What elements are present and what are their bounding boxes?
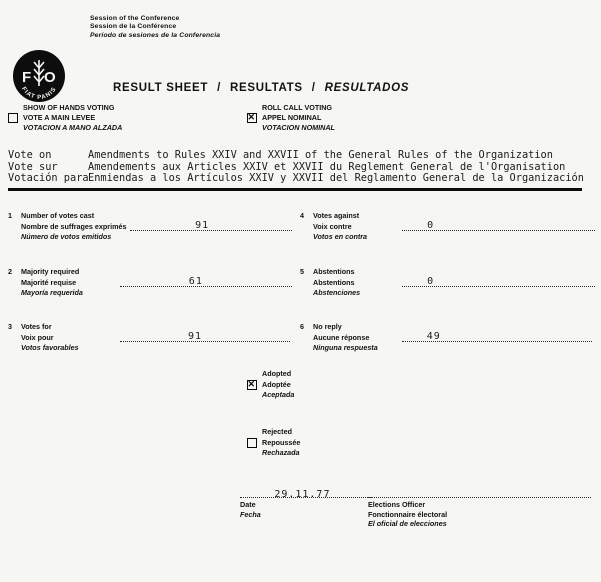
item-label-es: Votos favorables — [21, 343, 79, 352]
item-label-en: Votes for — [21, 322, 52, 331]
elections-officer-block — [368, 485, 591, 529]
officer-label-fr: Fonctionnaire électoral — [368, 509, 448, 519]
fill-in-line — [120, 332, 290, 342]
logo-letter-o: O — [44, 69, 56, 86]
title-fr: RESULTATS — [230, 82, 303, 94]
votacion-text: Enmiendas a los Artículos XXIV y XXVII del Reglamento General de la Organización — [88, 172, 584, 185]
item-label-fr: Aucune réponse — [313, 333, 370, 342]
item-label-es: Ninguna respuesta — [313, 343, 378, 352]
rejected-checkbox — [247, 438, 257, 448]
item-label-es: Votos en contra — [313, 232, 368, 241]
field-votes-for — [8, 322, 290, 353]
item-label-fr: Abstentions — [313, 278, 355, 287]
fill-in-line — [120, 277, 292, 287]
item-label-es: Número de votos emitidos — [21, 232, 112, 241]
item-label-fr: Nombre de suffrages exprimés — [21, 222, 127, 231]
item-label-en: Majority required — [21, 267, 80, 276]
show-of-hands-checkbox — [8, 113, 18, 123]
result-rejected-block — [247, 427, 300, 459]
item-value: 61 — [188, 276, 203, 287]
adopted-label-en: Adopted — [262, 369, 292, 378]
rejected-label-fr: Repoussée — [262, 437, 301, 447]
adopted-checkbox — [247, 380, 257, 390]
horizontal-rule — [8, 188, 582, 191]
item-value: 49 — [426, 331, 441, 342]
item-label-en: Votes against — [313, 211, 360, 220]
item-value: 0 — [427, 276, 435, 287]
date-fill-in-line — [240, 485, 372, 498]
item-label-es: Mayoría requerida — [21, 288, 83, 297]
date-value: 29.11.77 — [274, 488, 331, 500]
session-line-fr: Session de la Conférence — [90, 23, 177, 31]
item-label-fr: Majorité requise — [21, 278, 77, 287]
officer-label-es: El oficial de elecciones — [368, 519, 447, 528]
fill-in-line — [402, 221, 595, 231]
title-es: RESULTADOS — [324, 82, 410, 94]
fao-logo — [11, 48, 67, 104]
vote-sur-label: Vote sur — [8, 160, 58, 173]
vote-on-text: Amendments to Rules XXIV and XXVII of the General Rules of the Organization — [88, 149, 553, 161]
field-abstentions — [300, 267, 595, 298]
item-number: 3 — [8, 322, 12, 331]
fill-in-line — [130, 221, 292, 231]
session-line-es: Período de sesiones de la Conferencia — [90, 31, 221, 39]
fill-in-line — [402, 277, 595, 287]
vote-subject-block — [8, 150, 584, 185]
item-number: 2 — [8, 267, 12, 276]
show-of-hands-label-fr: VOTE A MAIN LEVEE — [23, 113, 96, 122]
item-value: 91 — [195, 220, 210, 231]
item-number: 5 — [300, 267, 304, 276]
item-label-fr: Voix contre — [313, 222, 352, 231]
adopted-label-es: Aceptada — [262, 390, 295, 399]
logo-letter-f: F — [22, 69, 32, 86]
date-block — [240, 485, 372, 519]
vote-sur-text: Amendements aux Articles XXIV et XXVII du Reglement General de l'Organisation — [88, 160, 566, 173]
item-label-fr: Voix pour — [21, 333, 54, 342]
roll-call-block — [247, 103, 335, 133]
show-of-hands-label-es: VOTACION A MANO ALZADA — [23, 123, 123, 132]
adopted-label-fr: Adoptée — [262, 379, 291, 389]
item-label-en: No reply — [313, 322, 342, 331]
logo-motto: FIAT PANIS — [20, 86, 58, 102]
field-votes-against — [300, 211, 595, 242]
roll-call-checkbox — [247, 113, 257, 123]
item-number: 1 — [8, 211, 12, 220]
item-label-en: Abstentions — [313, 267, 355, 276]
item-label-en: Number of votes cast — [21, 211, 95, 220]
rejected-label-en: Rejected — [262, 427, 292, 436]
title-separator: / — [217, 82, 221, 94]
rejected-label-es: Rechazada — [262, 448, 300, 457]
roll-call-label-fr: APPEL NOMINAL — [262, 113, 322, 122]
show-of-hands-label-en: SHOW OF HANDS VOTING — [23, 103, 115, 112]
fill-in-line — [402, 332, 592, 342]
officer-signature-line — [368, 485, 591, 498]
session-line-en: Session of the Conference — [90, 15, 180, 22]
date-label-en: Date — [240, 500, 256, 509]
roll-call-label-es: VOTACION NOMINAL — [262, 123, 335, 132]
vote-on-label: Vote on — [8, 149, 52, 161]
result-adopted-block — [247, 369, 294, 401]
field-no-reply — [300, 322, 592, 353]
item-number: 6 — [300, 322, 304, 331]
item-label-es: Abstenciones — [313, 288, 361, 297]
fao-logo-icon — [11, 48, 67, 104]
votacion-label: Votación para — [8, 172, 89, 185]
officer-label-en: Elections Officer — [368, 500, 426, 509]
title-separator: / — [311, 82, 316, 94]
item-number: 4 — [300, 211, 304, 220]
title-en: RESULT SHEET — [113, 82, 209, 94]
session-header — [90, 15, 220, 40]
roll-call-label-en: ROLL CALL VOTING — [262, 103, 333, 112]
item-value: 0 — [427, 220, 435, 231]
show-of-hands-block — [8, 103, 122, 133]
item-value: 91 — [188, 331, 203, 342]
page-title — [113, 82, 409, 94]
field-number-of-votes-cast — [8, 211, 292, 242]
date-label-es: Fecha — [240, 509, 261, 519]
field-majority-required — [8, 267, 292, 298]
